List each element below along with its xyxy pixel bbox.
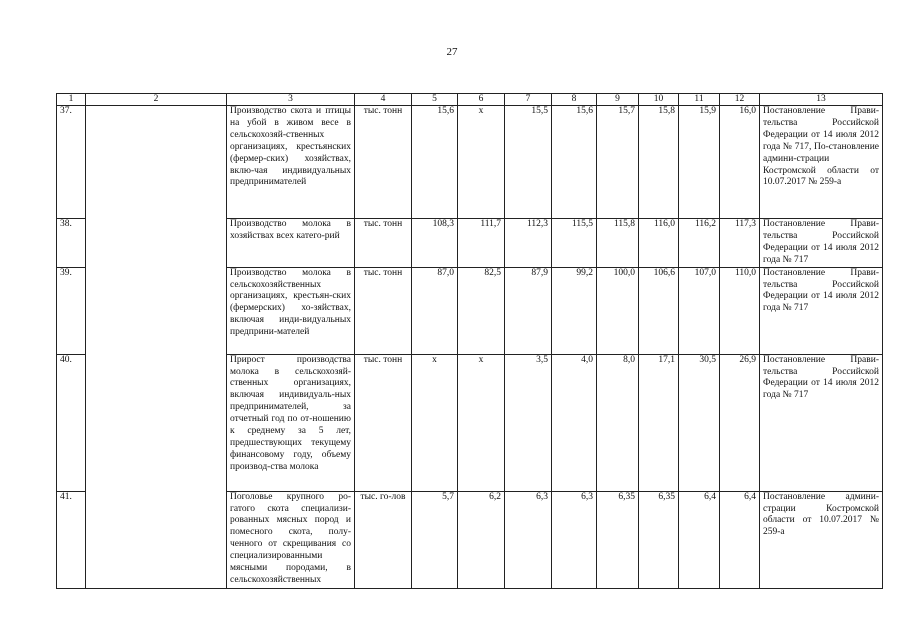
value-cell: 82,5 [458,267,505,354]
legal-reference: Постановление Прави-тельства Российской Федерации от 14 июля 2012 года № 717, По-становление админи-страции Костромской области от 10.07.2017 № 259-а [760,106,883,219]
value-cell: 15,7 [597,106,639,219]
value-cell: 15,6 [412,106,458,219]
value-cell: 87,9 [505,267,552,354]
row-number: 41. [57,491,86,588]
value-cell: 26,9 [720,354,760,491]
value-cell: 6,3 [552,491,597,588]
row-number: 40. [57,354,86,491]
row-number: 38. [57,219,86,268]
empty-column-2 [86,106,227,589]
column-number-row [57,94,883,106]
value-cell: 110,0 [720,267,760,354]
row-number: 39. [57,267,86,354]
unit-cell: тыс. тонн [355,354,412,491]
column-header: 3 [227,94,355,106]
indicator-name: Поголовье крупного ро-гатого скота специализи-рованных мясных пород и помесного скота, полу-ченного от скрещивания со специализированными мясными породами, в сельскохозяйственных [227,491,355,588]
indicators-table [56,93,883,589]
column-header: 6 [458,94,505,106]
value-cell: 15,9 [679,106,720,219]
column-header: 7 [505,94,552,106]
value-cell: 15,8 [639,106,679,219]
value-cell: 108,3 [412,219,458,268]
value-cell: 6,35 [597,491,639,588]
value-cell: х [458,106,505,219]
legal-reference: Постановление Прави-тельства Российской Федерации от 14 июля 2012 года № 717 [760,219,883,268]
value-cell: 115,8 [597,219,639,268]
column-header: 10 [639,94,679,106]
column-header: 8 [552,94,597,106]
indicator-name: Прирост производства молока в сельскохозяй-ственных организациях, включая индивидуаль-ных предпринимателей, за отчетный год по от-ношению к среднему за 5 лет, предшествующих текущему финансовому году, объему производ-ства молока [227,354,355,491]
indicator-name: Производство скота и птицы на убой в живом весе в сельскохозяй-ственных организациях, крестьянских (фермер-ских) хозяйствах, вклю-чая индивидуальных предпринимателей [227,106,355,219]
legal-reference: Постановление Прави-тельства Российской Федерации от 14 июля 2012 года № 717 [760,354,883,491]
legal-reference: Постановление Прави-тельства Российской Федерации от 14 июля 2012 года № 717 [760,267,883,354]
value-cell: 8,0 [597,354,639,491]
value-cell: 16,0 [720,106,760,219]
column-header: 1 [57,94,86,106]
value-cell: 116,0 [639,219,679,268]
value-cell: 4,0 [552,354,597,491]
column-header: 9 [597,94,639,106]
page-number: 27 [446,46,458,58]
value-cell: 30,5 [679,354,720,491]
value-cell: 100,0 [597,267,639,354]
value-cell: 17,1 [639,354,679,491]
value-cell: 116,2 [679,219,720,268]
indicator-name: Производство молока в сельскохозяйственных организациях, крестьян-ских (фермерских) хо-зяйствах, включая инди-видуальных предприни-мателей [227,267,355,354]
value-cell: х [458,354,505,491]
unit-cell: тыс. тонн [355,267,412,354]
value-cell: 15,5 [505,106,552,219]
value-cell: 6,3 [505,491,552,588]
value-cell: 117,3 [720,219,760,268]
value-cell: 115,5 [552,219,597,268]
unit-cell: тыс. тонн [355,219,412,268]
value-cell: 15,6 [552,106,597,219]
value-cell: 6,4 [679,491,720,588]
value-cell: 111,7 [458,219,505,268]
value-cell: 5,7 [412,491,458,588]
column-header: 4 [355,94,412,106]
row-number: 37. [57,106,86,219]
column-header: 11 [679,94,720,106]
value-cell: 87,0 [412,267,458,354]
value-cell: 3,5 [505,354,552,491]
unit-cell: тыс. тонн [355,106,412,219]
value-cell: 107,0 [679,267,720,354]
indicator-name: Производство молока в хозяйствах всех катего-рий [227,219,355,268]
value-cell: х [412,354,458,491]
legal-reference: Постановление админи-страции Костромской области от 10.07.2017 № 259-а [760,491,883,588]
value-cell: 6,2 [458,491,505,588]
column-header: 5 [412,94,458,106]
column-header: 2 [86,94,227,106]
column-header: 13 [760,94,883,106]
value-cell: 6,35 [639,491,679,588]
column-header: 12 [720,94,760,106]
value-cell: 112,3 [505,219,552,268]
table-row [57,106,883,219]
value-cell: 106,6 [639,267,679,354]
value-cell: 6,4 [720,491,760,588]
unit-cell: тыс. го-лов [355,491,412,588]
value-cell: 99,2 [552,267,597,354]
